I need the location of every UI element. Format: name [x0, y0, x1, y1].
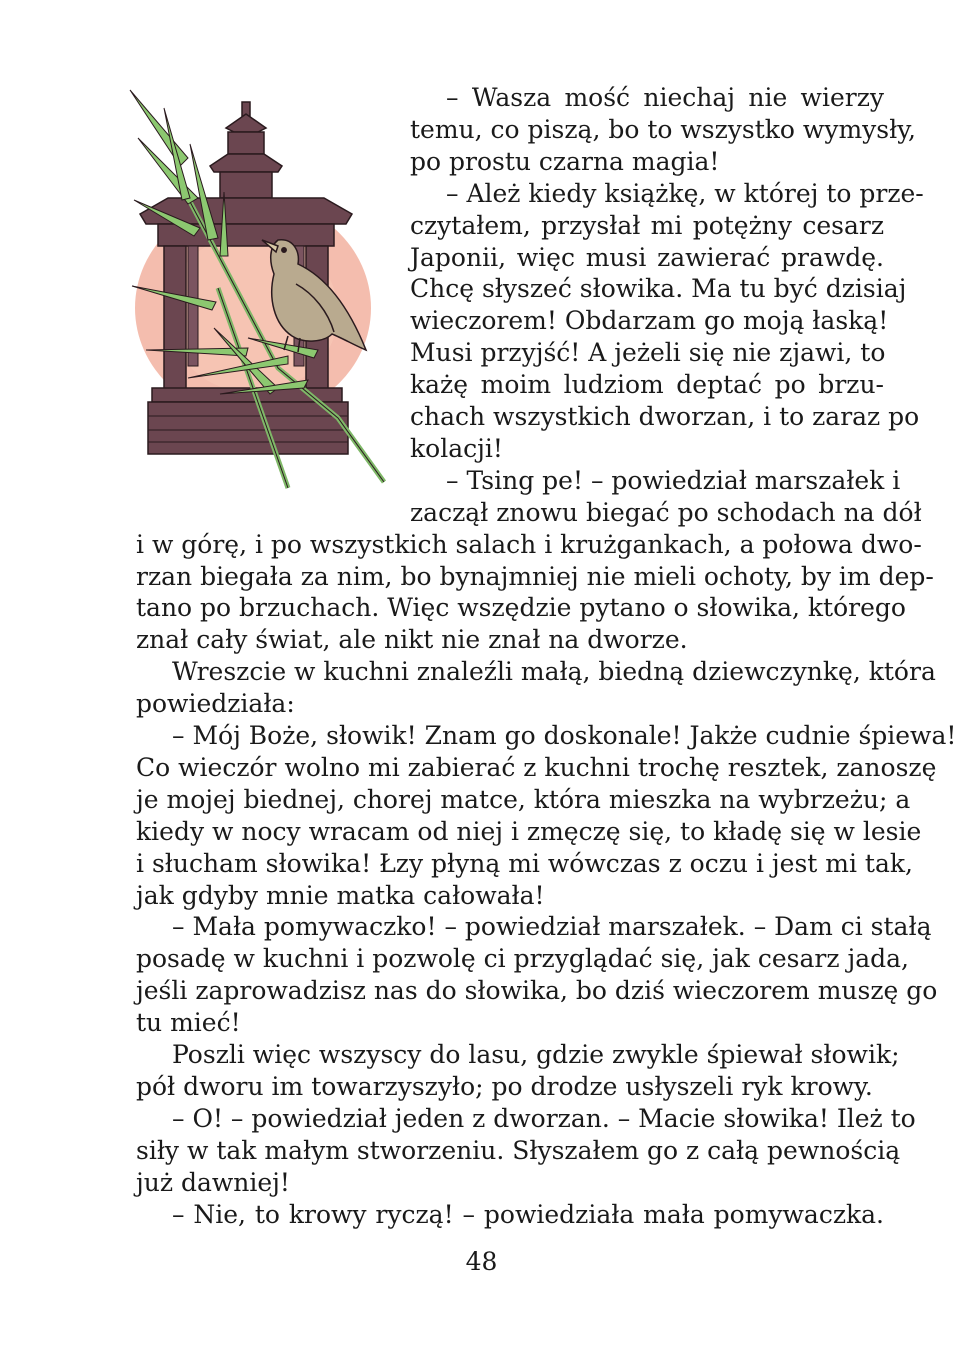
text-line: – Tsing pe! – powiedział marszałek i — [446, 465, 901, 495]
nightingale-lantern-illustration — [128, 88, 390, 490]
text-line: rzan biegała za nim, bo bynajmniej nie mieli ochoty, by im dep- — [136, 561, 934, 591]
text-line: siły w tak małym stworzeniu. Słyszałem go z całą pewnością — [136, 1135, 901, 1165]
text-line: zaczął znowu biegać po schodach na dół — [410, 497, 922, 527]
text-line: Chcę słyszeć słowika. Ma tu być dzisiaj — [410, 274, 907, 304]
text-line: już dawniej! — [136, 1167, 290, 1197]
text-line: powiedziała: — [136, 689, 295, 719]
text-line: kiedy w nocy wracam od niej i zmęczę się, to kładę się w lesie — [136, 816, 922, 846]
text-line: – Nie, to krowy ryczą! – powiedziała mała pomywaczka. — [172, 1199, 884, 1229]
text-line: i w górę, i po wszystkich salach i krużgankach, a połowa dwo- — [136, 529, 922, 559]
text-line: Wreszcie w kuchni znaleźli małą, biedną dziewczynkę, która — [172, 657, 936, 687]
text-line: po prostu czarna magia! — [410, 146, 720, 176]
text-line: Poszli więc wszyscy do lasu, gdzie zwykle śpiewał słowik; — [172, 1040, 900, 1069]
text-line: – Wasza mość niechaj nie wierzy — [446, 83, 884, 112]
text-line: i słucham słowika! Łzy płyną mi wówczas z oczu i jest mi tak, — [136, 848, 913, 878]
text-line: Co wieczór wolno mi zabierać z kuchni trochę resztek, zanoszę — [136, 752, 937, 782]
text-line: temu, co piszą, bo to wszystko wymysły, — [410, 114, 916, 144]
text-line: – O! – powiedział jeden z dworzan. – Macie słowika! Ileż to — [172, 1103, 916, 1133]
text-line: je mojej biednej, chorej matce, która mieszka na wybrzeżu; a — [136, 784, 911, 814]
text-line: czytałem, przysłał mi potężny cesarz — [410, 210, 884, 240]
text-line: kolacji! — [410, 433, 503, 463]
text-line: – Mała pomywaczko! – powiedział marszałek. – Dam ci stałą — [172, 912, 932, 942]
text-line: znał cały świat, ale nikt nie znał na dworze. — [136, 625, 688, 655]
text-line: posadę w kuchni i pozwolę ci przyglądać się, jak cesarz jada, — [136, 944, 909, 974]
text-line: chach wszystkich dworzan, i to zaraz po — [410, 402, 920, 431]
text-line: wieczorem! Obdarzam go moją łaską! — [410, 306, 889, 336]
page-number: 48 — [465, 1247, 498, 1276]
text-line: tano po brzuchach. Więc wszędzie pytano o słowika, którego — [136, 593, 906, 623]
text-line: jak gdyby mnie matka całowała! — [136, 880, 545, 910]
text-line: Musi przyjść! A jeżeli się nie zjawi, to — [410, 338, 886, 368]
text-line: tu mieć! — [136, 1008, 241, 1038]
text-line: – Mój Boże, słowik! Znam go doskonale! Jakże cudnie śpiewa! — [172, 721, 957, 750]
text-line: jeśli zaprowadzisz nas do słowika, bo dziś wieczorem muszę go — [136, 976, 938, 1006]
text-line: – Ależ kiedy książkę, w której to prze- — [446, 178, 924, 208]
text-line: każę moim ludziom deptać po brzu- — [410, 370, 884, 400]
text-line: Japonii, więc musi zawierać prawdę. — [410, 242, 884, 272]
text-line: pół dworu im towarzyszyło; po drodze usłyszeli ryk krowy. — [136, 1071, 873, 1101]
